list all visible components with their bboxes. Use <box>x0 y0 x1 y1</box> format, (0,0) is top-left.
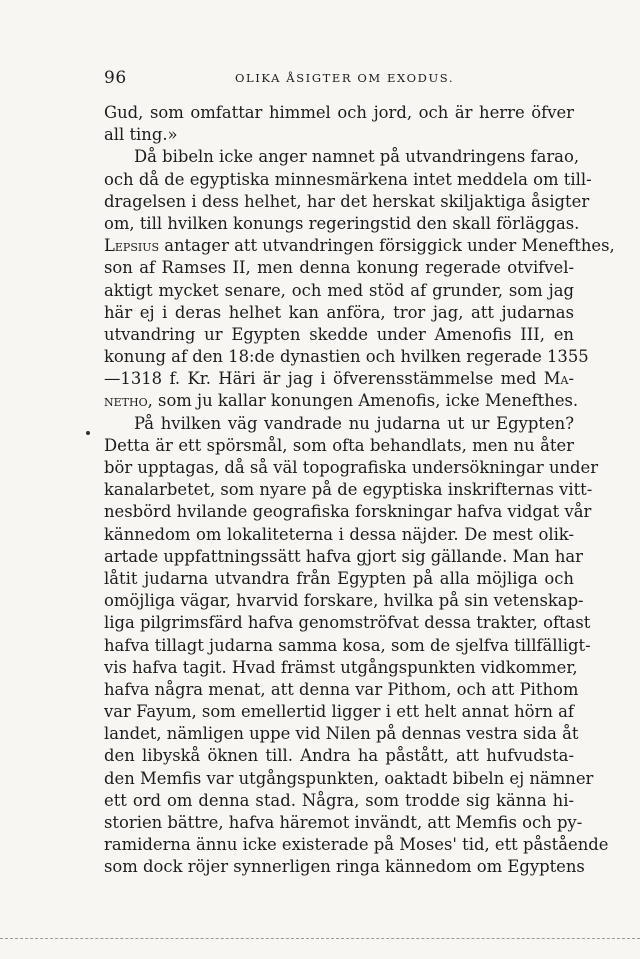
text-line: hafva några menat, att denna var Pithom, och att Pithom <box>104 679 579 699</box>
text-line: Då bibeln icke anger namnet på utvandringens farao, <box>134 147 580 167</box>
bottom-rule <box>0 938 640 939</box>
author-name-manetho-part: netho <box>104 391 148 411</box>
text-line: ramiderna ännu icke existerade på Moses' tid, ett påstående <box>104 835 609 855</box>
text-line: konung af den 18:de dynastien och hvilken regerade 1355 <box>104 347 589 367</box>
text-line: artade uppfattningssätt hafva gjort sig gällande. Man har <box>104 546 583 566</box>
text-line: son af Ramses II, men denna konung regerade otvifvel- <box>104 258 574 278</box>
text-line: dragelsen i dess helhet, har det herskat skiljaktiga åsigter <box>104 191 590 211</box>
text-line: liga pilgrimsfärd hafva genomströfvat dessa trakter, oftast <box>104 613 591 633</box>
page-number: 96 <box>104 68 127 88</box>
text-line: som dock röjer synnerligen ringa kännedom om Egyptens <box>104 857 585 877</box>
text-line: vis hafva tagit. Hvad främst utgångspunkten vidkommer, <box>104 657 578 677</box>
page-header <box>104 68 574 88</box>
text-line: här ej i deras helhet kan anföra, tror jag, att judarnas <box>104 302 574 322</box>
text-line: utvandring ur Egypten skedde under Amenofis III, en <box>104 324 574 344</box>
text-line: nesbörd hvilande geografiska forskningar hafva vidgat vår <box>104 502 592 522</box>
text-line: aktigt mycket senare, och med stöd af grunder, som jag <box>104 280 574 300</box>
text-line: den libyskå öknen till. Andra ha påstått, att hufvudsta- <box>104 746 574 766</box>
text-line: Detta är ett spörsmål, som ofta behandlats, men nu åter <box>104 435 574 455</box>
text-line: landet, nämligen uppe vid Nilen på dennas vestra sida åt <box>104 724 579 744</box>
margin-mark <box>86 431 90 435</box>
text-line: och då de egyptiska minnesmärkena intet meddela om till- <box>104 169 592 189</box>
text-line: kännedom om lokaliteterna i dessa näjder. De mest olik- <box>104 524 574 544</box>
text-line: —1318 f. Kr. Häri är jag i öfverensstämmelse med Ma- <box>104 369 574 389</box>
text-line: om, till hvilken konungs regeringstid den skall förläggas. <box>104 213 580 233</box>
running-title: OLIKA ÅSIGTER OM EXODUS. <box>235 71 455 85</box>
text-line: den Memfis var utgångspunkten, oaktadt bibeln ej nämner <box>104 768 594 788</box>
text-line: omöjliga vägar, hvarvid forskare, hvilka på sin vetenskap- <box>104 591 584 611</box>
text-line: kanalarbetet, som nyare på de egyptiska inskrifternas vitt- <box>104 480 593 500</box>
author-name-manetho-part: Ma- <box>543 369 574 389</box>
text-line: Lepsius antager att utvandringen försiggick under Menefthes, <box>104 236 615 256</box>
text-line: Gud, som omfattar himmel och jord, och är herre öfver <box>104 103 574 122</box>
text-line: hafva tillagt judarna samma kosa, som de sjelfva tillfälligt- <box>104 635 591 655</box>
text-line: storien bättre, hafva häremot invändt, att Memfis och py- <box>104 813 583 832</box>
body-text <box>104 102 615 879</box>
text-line: bör upptagas, då så väl topografiska undersökningar under <box>104 458 599 477</box>
author-name-lepsius: Lepsius <box>104 236 160 256</box>
text-line: var Fayum, som emellertid ligger i ett helt annat hörn af <box>104 702 574 722</box>
text-line: ett ord om denna stad. Några, som trodde sig känna hi- <box>104 790 574 810</box>
text-line: netho, som ju kallar konungen Amenofis, icke Menefthes. <box>104 391 579 411</box>
text-line: låtit judarna utvandra från Egypten på alla möjliga och <box>104 568 574 588</box>
text-line: all ting.» <box>104 125 178 145</box>
text-line: På hvilken väg vandrade nu judarna ut ur Egypten? <box>134 413 574 433</box>
